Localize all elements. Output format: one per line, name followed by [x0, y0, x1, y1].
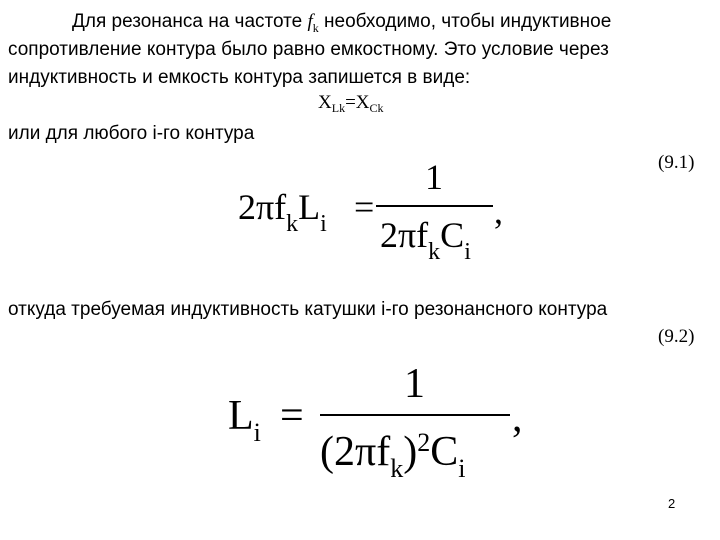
eq2-den-close: )	[403, 429, 418, 475]
eq2-fraction-bar	[320, 414, 510, 416]
eq2-lhs-sub-i: i	[253, 418, 261, 447]
eq2-den-sup-2: 2	[417, 428, 431, 457]
eq2-lhs	[228, 392, 261, 447]
eq1-lhs-sub-i: i	[320, 211, 327, 237]
eq2-lhs-l: L	[228, 393, 254, 439]
eq1-denominator	[380, 214, 471, 265]
eq1-lhs-sub-k: k	[286, 211, 299, 237]
equation-number-9-1: (9.1)	[658, 152, 695, 173]
eq2-comma: ,	[512, 395, 523, 441]
symbol-f: f	[307, 11, 313, 32]
eq2-den-sub-k: k	[390, 454, 404, 483]
eq1-den-main: 2πf	[380, 215, 429, 255]
line-inductance: откуда требуемая индуктивность катушки i-го резонансного контура	[8, 299, 608, 320]
eq2-den-open: (2πf	[320, 429, 391, 475]
eq2-numerator: 1	[404, 361, 425, 407]
symbol-k: k	[312, 20, 319, 35]
eq2-equals: =	[280, 393, 304, 439]
condition-x: X	[318, 92, 332, 113]
eq2-denominator	[320, 428, 466, 483]
page-number: 2	[668, 496, 676, 511]
symbol-fk	[307, 11, 319, 35]
eq1-equals: =	[354, 187, 375, 227]
eq1-fraction-bar	[376, 205, 493, 207]
paragraph-line-3: индуктивность и емкость контура запишется в виде:	[8, 67, 471, 88]
eq1-den-sub-k: k	[428, 239, 441, 265]
eq1-comma: ,	[494, 191, 503, 231]
eq1-lhs	[238, 186, 327, 237]
text-segment: Для резонанса на частоте	[72, 11, 308, 32]
condition-sub-lk: Lk	[331, 101, 346, 115]
equation-number-9-2: (9.2)	[658, 326, 695, 347]
text-segment: необходимо, чтобы индуктивное	[318, 11, 612, 32]
paragraph-line-2: сопротивление контура было равно емкостному. Это условие через	[8, 39, 609, 60]
condition-sub-ck: Ck	[369, 101, 384, 115]
eq1-lhs-l: L	[298, 187, 321, 227]
line-any-contour: или для любого i-го контура	[8, 123, 255, 144]
eq1-lhs-main: 2πf	[238, 187, 287, 227]
eq1-numerator: 1	[425, 157, 443, 197]
eq2-den-c: C	[430, 429, 459, 475]
condition-eq-x: =X	[345, 92, 370, 113]
resonance-condition	[318, 92, 384, 116]
eq1-den-sub-i: i	[464, 239, 471, 265]
eq1-den-c: C	[440, 215, 465, 255]
eq2-den-sub-i: i	[458, 454, 466, 483]
